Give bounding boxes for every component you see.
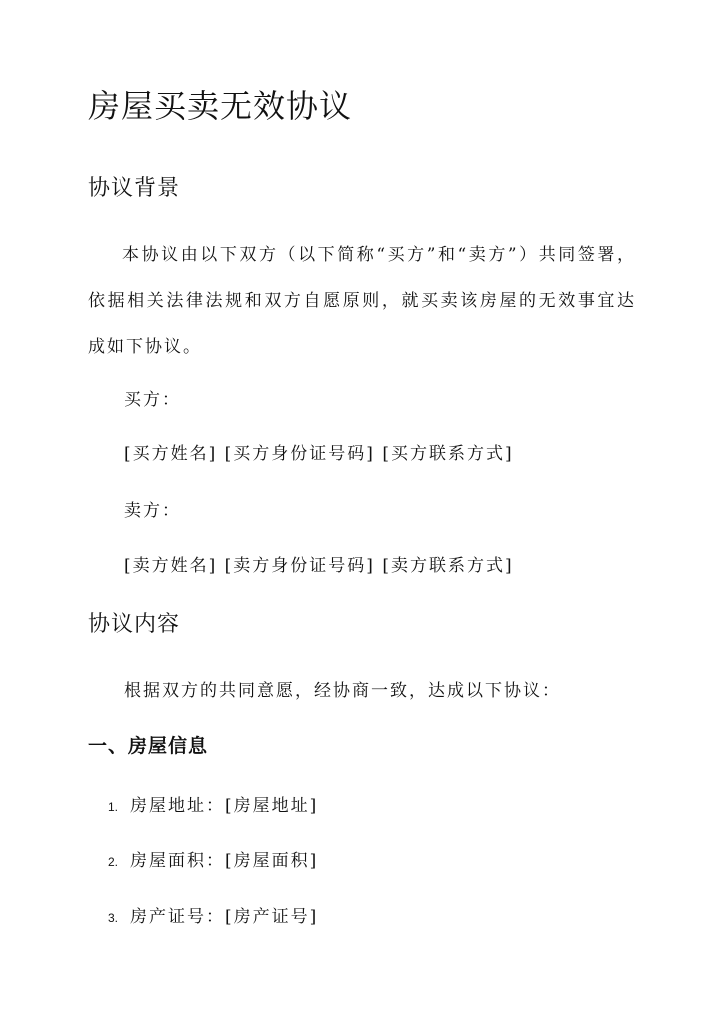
subsection-heading-house-info: 一、房屋信息 xyxy=(88,735,209,757)
list-item-number: 2. xyxy=(108,855,119,869)
section-heading-background: 协议背景 xyxy=(88,176,181,201)
buyer-label: 买方： xyxy=(124,390,181,410)
background-intro-paragraph: 本协议由以下双方（以下简称“买方”和“卖方”）共同签署，依据相关法律法规和双方自愿原则，就买卖该房屋的无效事宜达成如下协议。 xyxy=(88,245,636,357)
list-item xyxy=(108,849,318,874)
seller-label: 卖方： xyxy=(124,501,181,521)
list-item-text: 房屋地址：[房屋地址] xyxy=(130,796,319,816)
list-item xyxy=(108,905,318,930)
seller-fields: [卖方姓名] [卖方身份证号码] [卖方联系方式] xyxy=(124,556,514,576)
list-item-number: 1. xyxy=(108,800,119,814)
section-heading-content: 协议内容 xyxy=(88,612,181,637)
list-item-text: 房产证号：[房产证号] xyxy=(130,907,319,927)
list-item xyxy=(108,794,318,819)
list-item-text: 房屋面积：[房屋面积] xyxy=(130,851,319,871)
document-title: 房屋买卖无效协议 xyxy=(88,87,353,125)
buyer-fields: [买方姓名] [买方身份证号码] [买方联系方式] xyxy=(124,444,514,464)
content-intro-paragraph: 根据双方的共同意愿，经协商一致，达成以下协议： xyxy=(124,681,561,701)
list-item-number: 3. xyxy=(108,911,119,925)
